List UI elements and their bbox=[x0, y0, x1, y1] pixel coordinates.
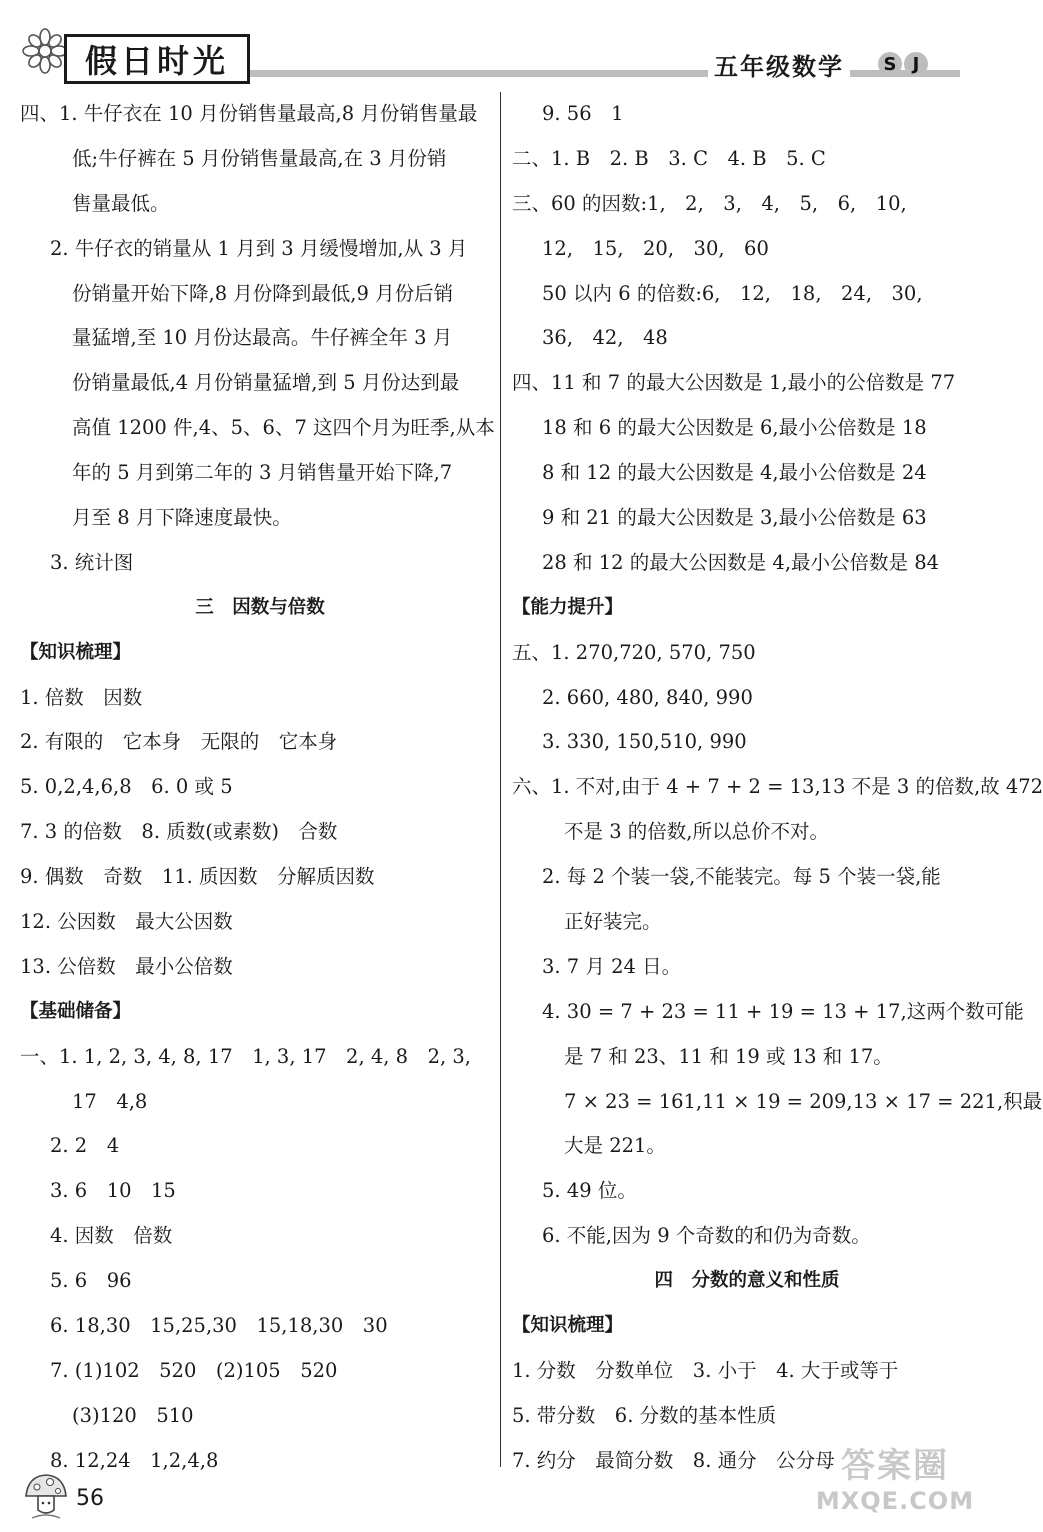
answer-line: 五、1. 270,720, 570, 750 bbox=[512, 640, 756, 664]
answer-line: 2. 每 2 个装一袋,不能装完。每 5 个装一袋,能 bbox=[542, 865, 941, 889]
answer-line: 不是 3 的倍数,所以总价不对。 bbox=[564, 820, 830, 844]
answer-line: 17 4,8 bbox=[72, 1089, 148, 1113]
watermark bbox=[800, 1436, 990, 1532]
mushroom-icon bbox=[22, 1470, 70, 1522]
column-divider bbox=[500, 92, 501, 1467]
answer-line: 年的 5 月到第二年的 3 月销售量开始下降,7 bbox=[72, 461, 453, 485]
grade-subject: 五年级数学 bbox=[708, 47, 850, 82]
answer-line: 3. 统计图 bbox=[50, 550, 134, 574]
watermark-text-top: 答案圈 bbox=[841, 1446, 949, 1486]
answer-line: 6. 18,30 15,25,30 15,18,30 30 bbox=[50, 1314, 388, 1338]
answer-line: 2. 660, 480, 840, 990 bbox=[542, 685, 753, 709]
answer-line: 2. 2 4 bbox=[50, 1134, 120, 1158]
edition-letter-s: S bbox=[878, 52, 902, 76]
flower-icon bbox=[22, 28, 68, 74]
answer-line: 三、60 的因数:1, 2, 3, 4, 5, 6, 10, bbox=[512, 191, 907, 215]
answer-line: 大是 221。 bbox=[564, 1134, 666, 1158]
book-title: 假日时光 bbox=[64, 34, 250, 84]
answer-line: 9 和 21 的最大公因数是 3,最小公倍数是 63 bbox=[542, 506, 927, 530]
answer-line: 7 × 23 = 161,11 × 19 = 209,13 × 17 = 221,积最 bbox=[564, 1089, 1043, 1113]
answer-line: (3)120 510 bbox=[72, 1403, 194, 1427]
chapter-heading: 四 分数的意义和性质 bbox=[654, 1270, 840, 1292]
page-header bbox=[0, 0, 1000, 95]
edition-letter-j: J bbox=[904, 52, 928, 76]
answer-line: 5. 6 96 bbox=[50, 1269, 132, 1293]
answer-line: 2. 牛仔衣的销量从 1 月到 3 月缓慢增加,从 3 月 bbox=[50, 236, 468, 260]
answer-line: 4. 因数 倍数 bbox=[50, 1224, 173, 1248]
chapter-heading: 三 因数与倍数 bbox=[195, 596, 325, 618]
edition-badge bbox=[878, 52, 928, 76]
section-heading: 【知识梳理】 bbox=[20, 641, 132, 663]
answer-line: 3. 330, 150,510, 990 bbox=[542, 730, 747, 754]
answer-line: 二、1. B 2. B 3. C 4. B 5. C bbox=[512, 146, 826, 170]
answer-line: 1. 分数 分数单位 3. 小于 4. 大于或等于 bbox=[512, 1358, 899, 1382]
answer-line: 份销量开始下降,8 月份降到最低,9 月份后销 bbox=[72, 281, 454, 305]
answer-line: 12, 15, 20, 30, 60 bbox=[542, 236, 769, 260]
answer-line: 1. 倍数 因数 bbox=[20, 685, 143, 709]
answer-line: 正好装完。 bbox=[564, 910, 662, 934]
answer-line: 3. 6 10 15 bbox=[50, 1179, 176, 1203]
section-heading: 【知识梳理】 bbox=[512, 1315, 624, 1337]
answer-line: 四、11 和 7 的最大公因数是 1,最小的公倍数是 77 bbox=[512, 371, 956, 395]
answer-line: 8. 12,24 1,2,4,8 bbox=[50, 1448, 219, 1472]
left-column bbox=[20, 92, 500, 1484]
answer-line: 8 和 12 的最大公因数是 4,最小公倍数是 24 bbox=[542, 461, 927, 485]
header-rule bbox=[248, 70, 960, 77]
answer-line: 2. 有限的 它本身 无限的 它本身 bbox=[20, 730, 338, 754]
watermark-text-bottom: MXQE.COM bbox=[815, 1487, 975, 1515]
answer-line: 份销量最低,4 月份销量猛增,到 5 月份达到最 bbox=[72, 371, 460, 395]
answer-line: 7. (1)102 520 (2)105 520 bbox=[50, 1358, 338, 1382]
answer-line: 5. 带分数 6. 分数的基本性质 bbox=[512, 1403, 777, 1427]
answer-line: 7. 3 的倍数 8. 质数(或素数) 合数 bbox=[20, 820, 338, 844]
answer-line: 9. 偶数 奇数 11. 质因数 分解质因数 bbox=[20, 865, 375, 889]
answer-line: 高值 1200 件,4、5、6、7 这四个月为旺季,从本 bbox=[72, 416, 495, 440]
answer-line: 7. 约分 最简分数 8. 通分 公分母 bbox=[512, 1448, 835, 1472]
answer-line: 50 以内 6 的倍数:6, 12, 18, 24, 30, bbox=[542, 281, 923, 305]
answer-line: 量猛增,至 10 月份达最高。牛仔裤全年 3 月 bbox=[72, 326, 453, 350]
answer-line: 6. 不能,因为 9 个奇数的和仍为奇数。 bbox=[542, 1224, 871, 1248]
answer-line: 四、1. 牛仔衣在 10 月份销售量最高,8 月份销售量最 bbox=[20, 102, 478, 125]
answer-line: 六、1. 不对,由于 4 + 7 + 2 = 13,13 不是 3 的倍数,故 472 bbox=[512, 775, 1043, 799]
answer-line: 13. 公倍数 最小公倍数 bbox=[20, 954, 233, 978]
answer-line: 一、1. 1, 2, 3, 4, 8, 17 1, 3, 17 2, 4, 8 2, 3, bbox=[20, 1044, 471, 1068]
answer-line: 3. 7 月 24 日。 bbox=[542, 954, 682, 978]
answer-line: 36, 42, 48 bbox=[542, 326, 668, 350]
answer-line: 售量最低。 bbox=[72, 191, 170, 215]
answer-line: 5. 49 位。 bbox=[542, 1179, 637, 1203]
section-heading: 【基础储备】 bbox=[20, 1000, 132, 1022]
section-heading: 【能力提升】 bbox=[512, 596, 624, 618]
right-column bbox=[512, 92, 1043, 1484]
answer-line: 低;牛仔裤在 5 月份销售量最高,在 3 月份销 bbox=[72, 146, 447, 170]
answer-line: 5. 0,2,4,6,8 6. 0 或 5 bbox=[20, 775, 233, 799]
answer-line: 28 和 12 的最大公因数是 4,最小公倍数是 84 bbox=[542, 550, 940, 574]
answer-line: 18 和 6 的最大公因数是 6,最小公倍数是 18 bbox=[542, 416, 927, 440]
page-number: 56 bbox=[76, 1486, 104, 1511]
answer-line: 4. 30 = 7 + 23 = 11 + 19 = 13 + 17,这两个数可能 bbox=[542, 999, 1024, 1023]
answer-line: 12. 公因数 最大公因数 bbox=[20, 910, 233, 934]
answer-line: 是 7 和 23、11 和 19 或 13 和 17。 bbox=[564, 1044, 893, 1068]
answer-line: 月至 8 月下降速度最快。 bbox=[72, 506, 292, 530]
answer-line: 9. 56 1 bbox=[542, 102, 624, 125]
